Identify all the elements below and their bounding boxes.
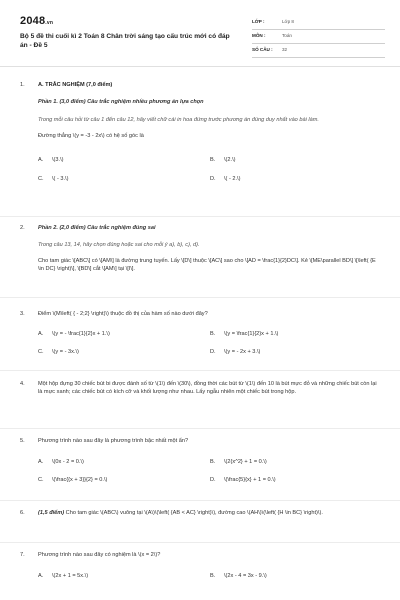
question-divider (0, 428, 400, 429)
option-label: A. (38, 573, 44, 580)
instruction: Trong câu 13, 14, hãy chọn đúng hoặc sai cho mỗi ý a), b), c), d). (38, 242, 200, 249)
options (38, 572, 380, 580)
question-number: 1. (20, 82, 25, 88)
meta-value: 32 (282, 47, 288, 53)
option-c[interactable] (38, 348, 210, 356)
question-text: Đường thẳng \(y = -3 - 2x\) có hệ số góc là (38, 133, 144, 140)
option-label: D. (210, 349, 216, 356)
option-d[interactable] (210, 476, 380, 484)
meta-value: Lớp 8 (282, 19, 294, 25)
option-text: \(y = \frac{1}{2}x + 1.\) (224, 331, 279, 338)
option-label: C. (38, 477, 44, 484)
points-label: (1,5 điểm) (38, 510, 65, 516)
question-number: 4. (20, 381, 25, 387)
question-5 (20, 437, 380, 484)
option-label: C. (38, 349, 44, 356)
logo-suffix: .vn (45, 20, 54, 26)
meta-key: MÔN : (252, 33, 266, 39)
section-title: A. TRẮC NGHIỆM (7,0 điểm) (38, 82, 113, 88)
option-label: A. (38, 459, 44, 466)
question-text: Phương trình nào sau đây có nghiệm là \(x = 2\)? (38, 552, 161, 558)
option-label: B. (210, 573, 216, 580)
options (38, 458, 380, 484)
option-label: D. (210, 477, 216, 484)
option-c[interactable] (38, 476, 210, 484)
question-text: Cho tam giác \[ABC\] có \[AM\] là đường trung tuyến. Lấy \[D\] thuộc \[AC\] sao cho \[AD = \frac{1}{2}DC\]. Kẻ \[ME\parallel BD\] \[\left( {E \in DC} \right)\], \[BD\] cắt \[AM\] tại \[I\]. (38, 258, 376, 273)
part-label: Phần 1. (3,0 điểm) Câu trắc nghiệm nhiều phương án lựa chọn (38, 99, 204, 106)
options (38, 156, 380, 182)
question-divider (0, 297, 400, 298)
option-text: \(0x - 2 = 0.\) (52, 459, 84, 466)
option-label: B. (210, 331, 216, 338)
question-number: 5. (20, 438, 25, 444)
option-text: \( - 3.\) (52, 175, 69, 182)
question-6 (20, 509, 380, 517)
question-text: Một hộp đựng 30 chiếc bút bi được đánh số từ \(1\) đến \(30\), đồng thời các bút từ \(1\) đến 10 là bút mực đỏ và những chiếc bút còn lại là mực xanh; các chiếc bút có kích cỡ và khối lượng như nhau. Lấy ngẫu nhiên một chiếc bút trong hộp. (38, 381, 377, 396)
question-2 (20, 224, 380, 273)
question-1 (20, 81, 380, 183)
option-label: B. (210, 157, 216, 164)
option-text: \(2{x^2} + 1 = 0.\) (224, 459, 267, 466)
question-4 (20, 380, 380, 396)
option-label: A. (38, 331, 44, 338)
site-logo[interactable] (20, 14, 53, 30)
meta-key: SỐ CÂU : (252, 47, 273, 53)
option-text: \(\frac{{x + 3}}{2} = 0.\) (52, 477, 108, 484)
option-label: D. (210, 175, 216, 182)
option-d[interactable] (210, 175, 380, 183)
header (20, 14, 385, 64)
question-body: Cho tam giác \(ABC\) vuông tại \(A\)\(\left( {AB < AC} \right)\), đường cao \(AH\)\(\left( {H \in BC} \right)\). (64, 510, 323, 516)
question-divider (0, 370, 400, 371)
option-a[interactable] (38, 330, 210, 338)
meta-row-grade (252, 16, 385, 30)
header-divider (0, 66, 400, 67)
question-divider (0, 216, 400, 217)
option-text: \(y = - 2x + 3.\) (224, 349, 261, 356)
option-a[interactable] (38, 458, 210, 466)
option-b[interactable] (210, 330, 380, 338)
question-number: 3. (20, 311, 25, 317)
option-label: B. (210, 459, 216, 466)
question-7 (20, 551, 380, 580)
option-b[interactable] (210, 458, 380, 466)
meta-row-subject (252, 30, 385, 44)
option-a[interactable] (38, 572, 210, 580)
question-divider (0, 500, 400, 501)
option-b[interactable] (210, 572, 380, 580)
meta-row-count (252, 44, 385, 58)
question-3 (20, 310, 380, 356)
option-label: C. (38, 175, 44, 182)
question-divider (0, 542, 400, 543)
option-a[interactable] (38, 156, 210, 164)
part-label: Phần 2. (2,0 điểm) Câu trắc nghiệm đúng sai (38, 225, 156, 231)
meta-table (252, 16, 385, 58)
option-d[interactable] (210, 348, 380, 356)
option-text: \( - 2.\) (224, 175, 241, 182)
question-number: 6. (20, 510, 25, 516)
question-text (38, 509, 380, 517)
question-text: Phương trình nào sau đây là phương trình bậc nhất một ẩn? (38, 438, 189, 444)
option-text: \(2.\) (224, 157, 236, 164)
option-text: \(y = - \frac{1}{2}x + 1.\) (52, 331, 110, 338)
option-text: \(2x - 4 = 3x - 9.\) (224, 573, 267, 580)
meta-key: LỚP : (252, 19, 265, 25)
question-number: 7. (20, 552, 25, 558)
meta-value: Toán (282, 33, 292, 39)
question-text: Điểm \(M\left( { - 2;2} \right)\) thuộc đồ thị của hàm số nào dưới đây? (38, 311, 208, 317)
option-b[interactable] (210, 156, 380, 164)
option-text: \(2x + 1 = 5x.\) (52, 573, 89, 580)
option-c[interactable] (38, 175, 210, 183)
instruction: Trong mỗi câu hỏi từ câu 1 đến câu 12, hãy viết chữ cái in hoa đứng trước phương án đúng duy nhất vào bài làm. (38, 117, 319, 124)
option-text: \(y = - 3x.\) (52, 349, 79, 356)
question-number: 2. (20, 225, 25, 231)
options (38, 330, 380, 356)
option-label: A. (38, 157, 44, 164)
option-text: \(\frac{5}{x} + 1 = 0.\) (224, 477, 276, 484)
option-text: \(3.\) (52, 157, 64, 164)
document-title: Bộ 5 đề thi cuối kì 2 Toán 8 Chân trời sáng tạo cấu trúc mới có đáp án - Đề 5 (20, 33, 230, 50)
logo-main: 2048 (20, 15, 46, 27)
